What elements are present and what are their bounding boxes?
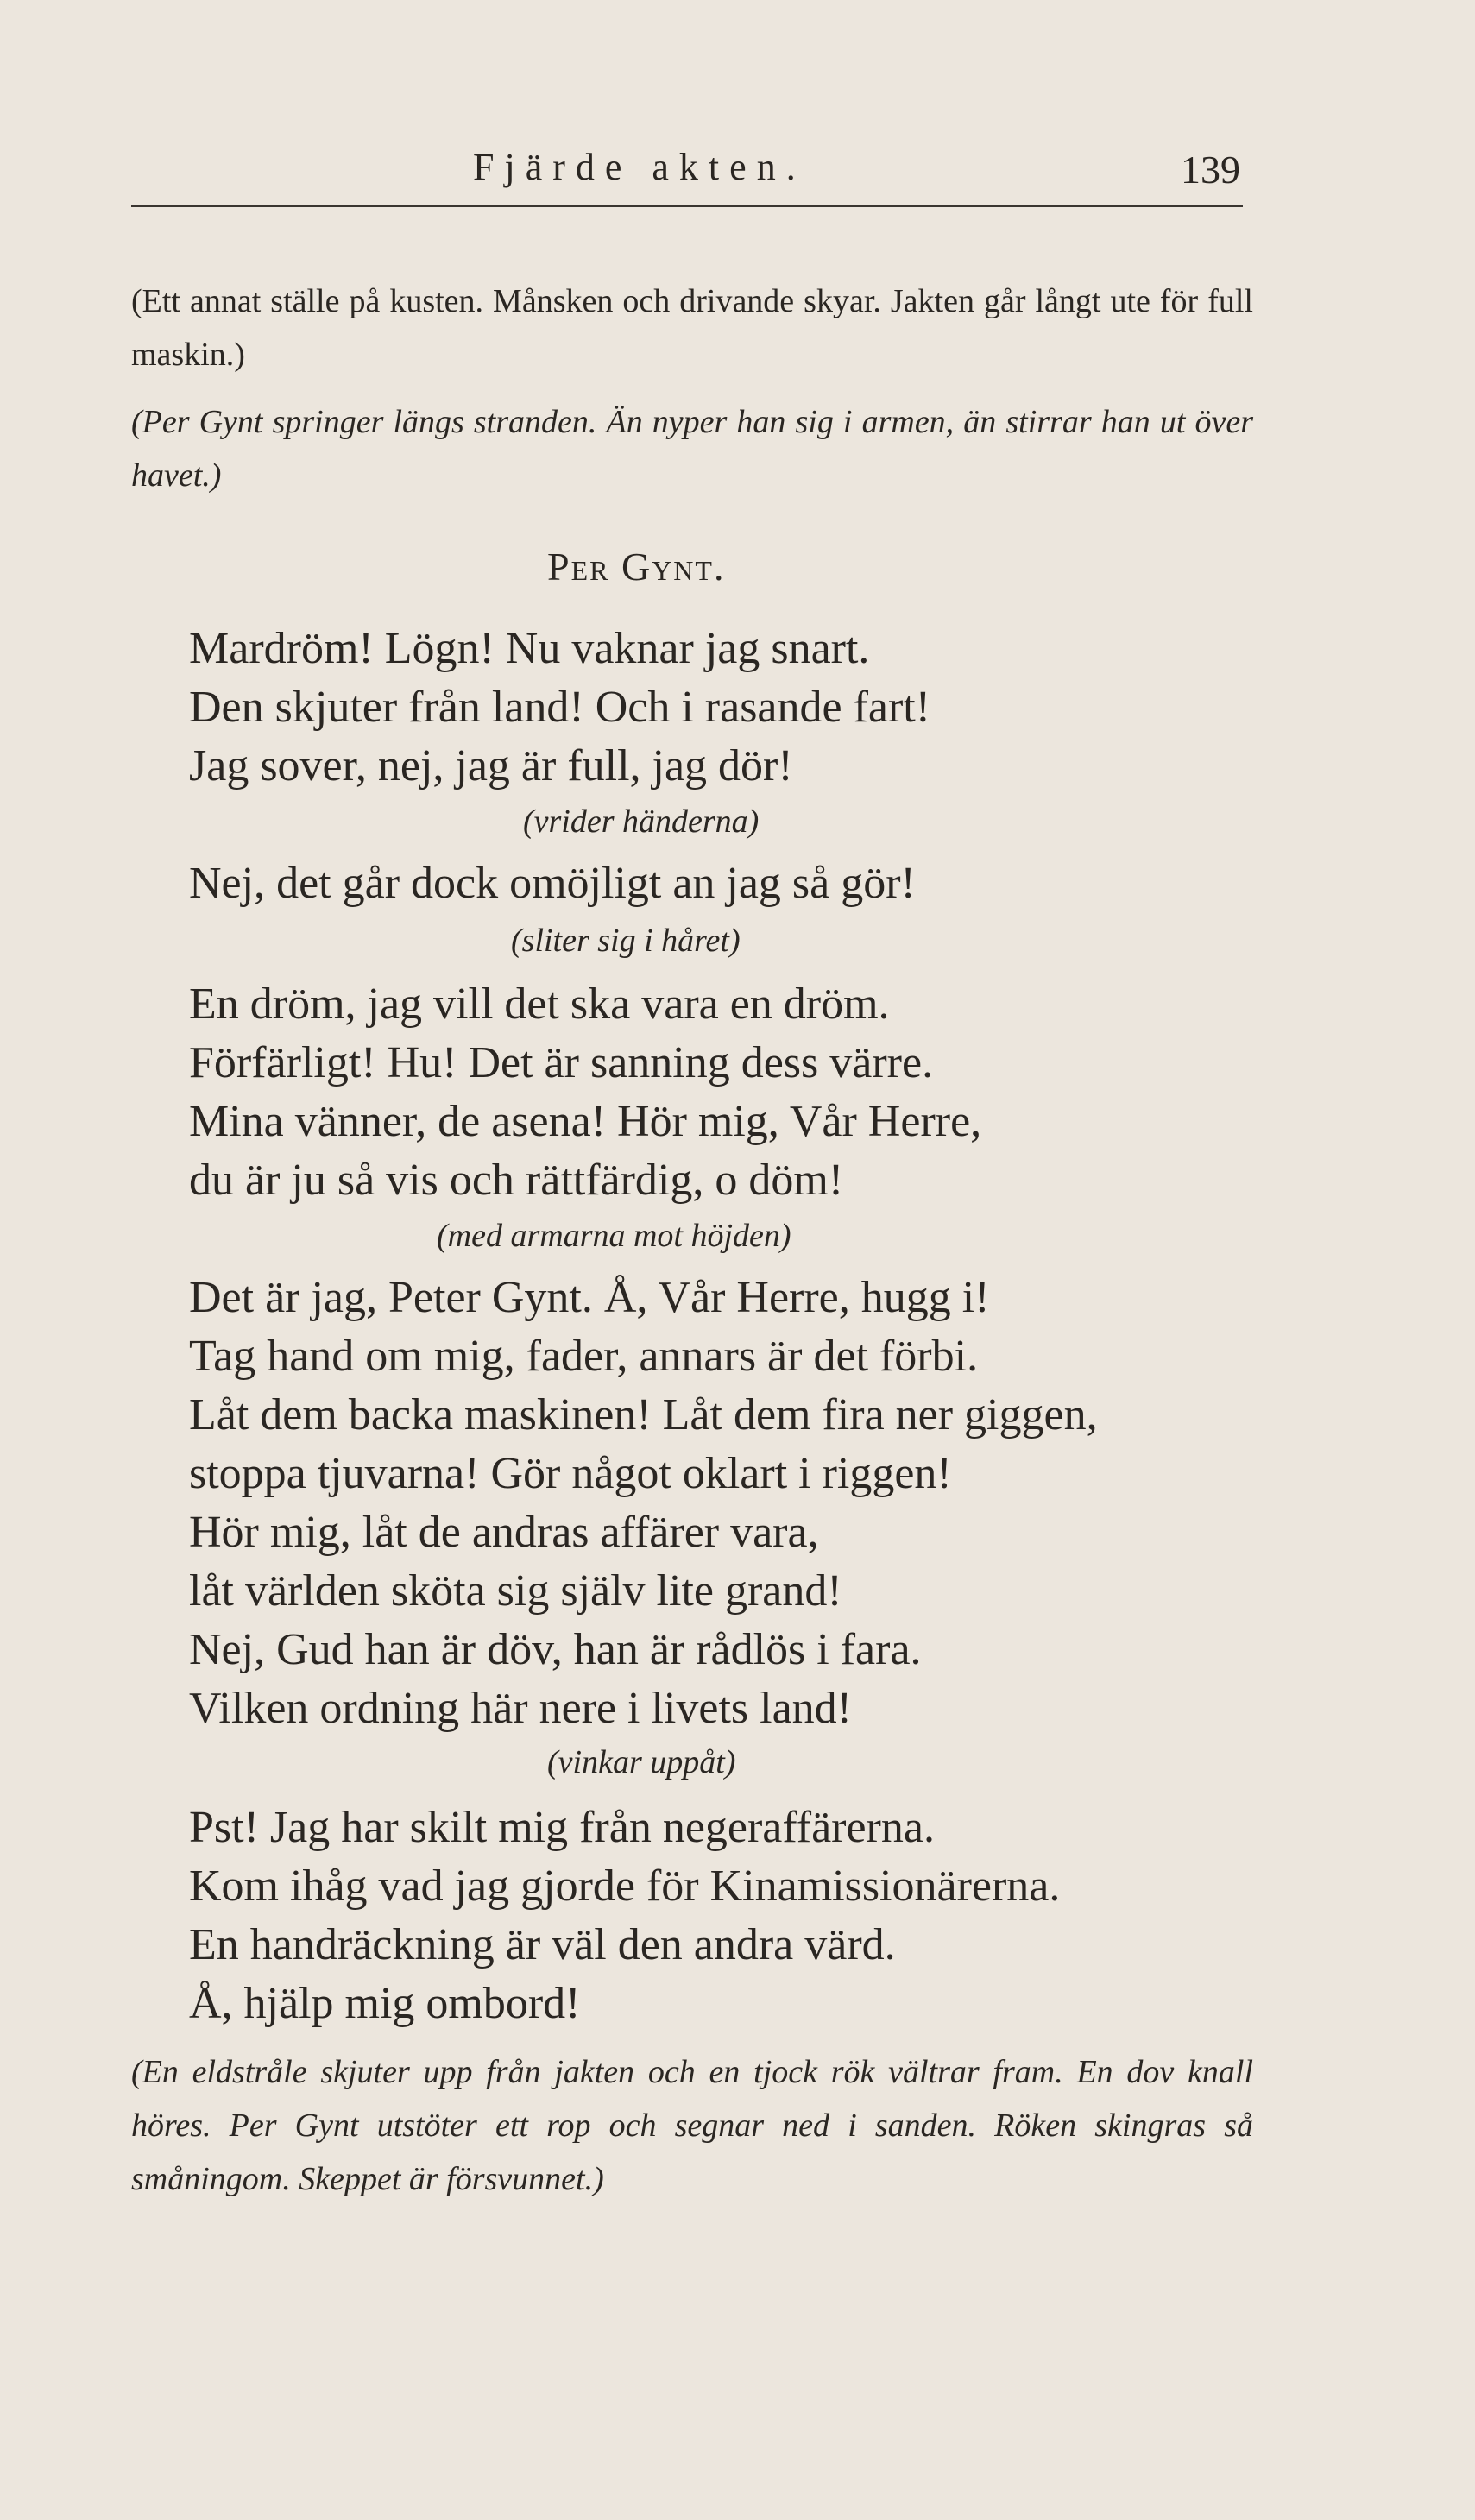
verse-line: Å, hjälp mig ombord! — [189, 1979, 581, 2028]
speaker-name: Per Gynt. — [547, 545, 726, 589]
inline-direction: (vinkar uppåt) — [547, 1744, 736, 1780]
verse-line: Mardröm! Lögn! Nu vaknar jag snart. — [189, 624, 870, 673]
inline-direction: (sliter sig i håret) — [511, 923, 741, 959]
page-header — [0, 145, 1475, 205]
verse-line: Jag sover, nej, jag är full, jag dör! — [189, 741, 793, 791]
verse-line: En handräckning är väl den andra värd. — [189, 1920, 896, 1969]
verse-line: Mina vänner, de asena! Hör mig, Vår Herre, — [189, 1097, 982, 1146]
verse-line: Den skjuter från land! Och i rasande fart! — [189, 683, 931, 732]
inline-direction: (med armarna mot höjden) — [437, 1218, 791, 1254]
verse-line: Det är jag, Peter Gynt. Å, Vår Herre, hugg i! — [189, 1273, 990, 1322]
verse-line: Förfärligt! Hu! Det är sanning dess värre. — [189, 1038, 934, 1087]
action-direction: (Per Gynt springer längs stranden. Än nyper han sig i armen, än stirrar han ut över havet.) — [131, 404, 1253, 494]
verse-line: du är ju så vis och rättfärdig, o döm! — [189, 1156, 844, 1205]
verse-line: Vilken ordning här nere i livets land! — [189, 1684, 852, 1733]
verse-line: Kom ihåg vad jag gjorde för Kinamissionärerna. — [189, 1862, 1061, 1911]
scene-direction: (Ett annat ställe på kusten. Månsken och drivande skyar. Jakten går långt ute för full maskin.) — [131, 283, 1253, 373]
verse-line: Nej, det går dock omöjligt an jag så gör! — [189, 859, 916, 908]
page-number: 139 — [1181, 148, 1240, 192]
verse-line: Hör mig, låt de andras affärer vara, — [189, 1508, 819, 1557]
verse-line: En dröm, jag vill det ska vara en dröm. — [189, 980, 890, 1029]
verse-line: låt världen sköta sig själv lite grand! — [189, 1566, 842, 1616]
running-title: Fjärde akten. — [473, 146, 806, 188]
verse-line: stoppa tjuvarna! Gör något oklart i riggen! — [189, 1449, 952, 1498]
verse-line: Nej, Gud han är döv, han är rådlös i fara. — [189, 1625, 922, 1674]
header-rule — [131, 205, 1243, 207]
inline-direction: (vrider händerna) — [523, 803, 760, 840]
verse-line: Tag hand om mig, fader, annars är det förbi. — [189, 1332, 979, 1381]
verse-line: Låt dem backa maskinen! Låt dem fira ner giggen, — [189, 1390, 1098, 1440]
closing-direction: (En eldstråle skjuter upp från jakten och en tjock rök vältrar fram. En dov knall höres. Per Gynt utstöter ett rop och segnar ned i sanden. Röken skingras så småningom. Skeppet är försvunnet.) — [131, 2054, 1253, 2197]
verse-line: Pst! Jag har skilt mig från negeraffärerna. — [189, 1803, 935, 1852]
